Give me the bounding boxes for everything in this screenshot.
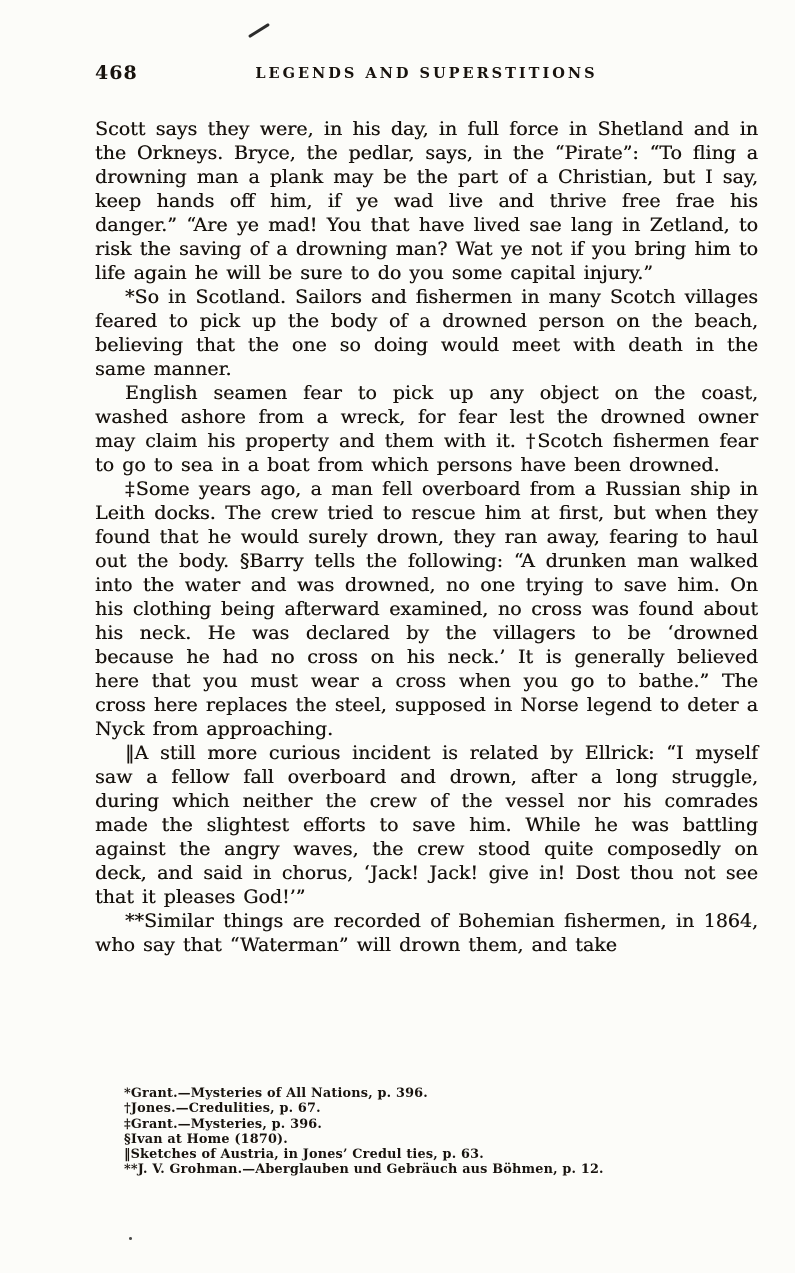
pen-mark <box>248 23 270 38</box>
footnote: †Jones.—Credulities, p. 67. <box>124 1101 321 1117</box>
paragraph: Scott says they were, in his day, in full force in Shetland and in the Orkneys. Bryce, the pedlar, says, in the “Pirate”: “To fling a drowning man a plank may be the part of a Christian, but I say, keep hands off him, if ye wad live and thrive free frae his danger.” “Are ye mad! You that have lived sae lang in Zetland, to risk the saving of a drowning man? Wat ye not if you bring him to life again he will be sure to do you some capital injury.” <box>95 118 758 284</box>
footnote: ‡Grant.—Mysteries, p. 396. <box>124 1116 323 1132</box>
footnote: §Ivan at Home (1870). <box>124 1131 288 1147</box>
page-number: 468 <box>95 62 138 84</box>
footnote: *Grant.—Mysteries of All Nations, p. 396. <box>124 1086 428 1101</box>
footnote: **J. V. Grohman.—Aberglauben und Gebräuch aus Böhmen, p. 12. <box>124 1162 604 1178</box>
paragraph: English seamen fear to pick up any object on the coast, washed ashore from a wreck, for fear lest the drowned owner may claim his property and them with it. †Scotch fishermen fear to go to sea in a boat from which persons have been drowned. <box>95 382 758 476</box>
footnote: ‖Sketches of Austria, in Jones’ Credul ties, p. 63. <box>124 1147 484 1163</box>
page-header <box>95 62 758 84</box>
paragraph: *So in Scotland. Sailors and fishermen in many Scotch villages feared to pick up the body of a drowned person on the beach, believing that the one so doing would meet with death in the same manner. <box>95 286 758 380</box>
running-header: LEGENDS AND SUPERSTITIONS <box>255 65 598 82</box>
paragraph: ‡Some years ago, a man fell overboard from a Russian ship in Leith docks. The crew tried to rescue him at first, but when they found that he would surely drown, they ran away, fearing to haul out the body. §Barry tells the following: “A drunken man walked into the water and was drowned, no one trying to save him. On his clothing being afterward examined, no cross was found about his neck. He was declared by the villagers to be ‘drowned because he had no cross on his neck.’ It is generally believed here that you must wear a cross when you go to bathe.” The cross here replaces the steel, supposed in Norse legend to deter a Nyck from approaching. <box>95 478 758 740</box>
footnotes <box>124 1086 684 1178</box>
paragraph: **Similar things are recorded of Bohemian fishermen, in 1864, who say that “Waterman” will drown them, and take <box>95 910 758 956</box>
body-text <box>95 117 758 957</box>
paragraph: ‖A still more curious incident is related by Ellrick: “I myself saw a fellow fall overboard and drown, after a long struggle, during which neither the crew of the vessel nor his comrades made the slightest efforts to save him. While he was battling against the angry waves, the crew stood quite composedly on deck, and said in chorus, ‘Jack! Jack! give in! Dost thou not see that it pleases God!’” <box>95 742 758 908</box>
ink-speck <box>129 1237 132 1240</box>
